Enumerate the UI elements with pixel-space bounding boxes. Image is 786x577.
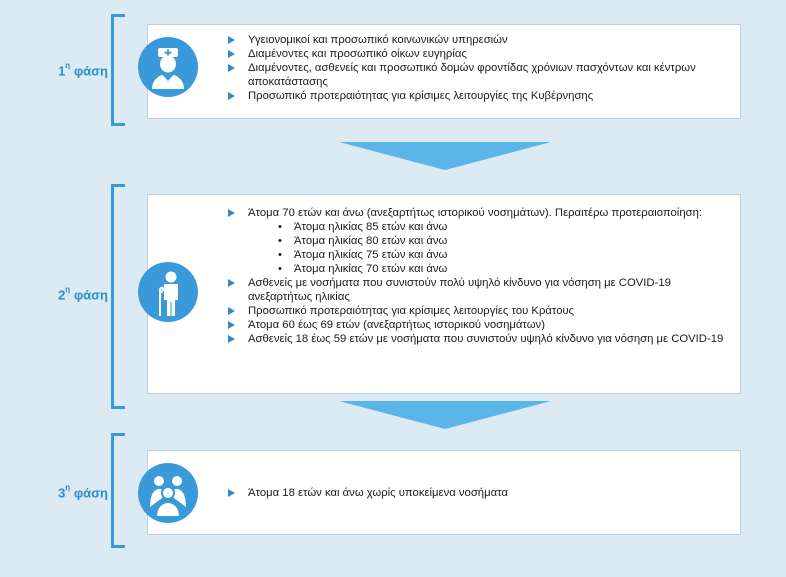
list-item: Άτομα 70 ετών και άνω (ανεξαρτήτως ιστορικού νοσημάτων). Περαιτέρω προτεραιοποίηση: [228,206,733,220]
phase-number: 2 [58,287,66,303]
phase-2-bracket [111,184,125,409]
bullet-triangle-icon [228,279,235,287]
elderly-person-icon [138,262,198,322]
phase-3-bracket [111,433,125,548]
down-arrow-2 [339,401,551,429]
phase-2-list [228,206,733,346]
phase-3-list [228,486,733,500]
down-arrow-1 [339,142,551,170]
bullet-triangle-icon [228,489,235,497]
list-item: Ασθενείς 18 έως 59 ετών με νοσήματα που συνιστούν υψηλό κίνδυνο για νόσηση με COVID-19 [228,332,733,346]
list-item: Προσωπικό προτεραιότητας για κρίσιμες λειτουργίες της Κυβέρνησης [228,89,733,103]
bullet-triangle-icon [228,209,235,217]
sub-list-item: • Άτομα ηλικίας 75 ετών και άνω [228,248,733,262]
bullet-triangle-icon [228,36,235,44]
phase-ordinal: η [65,285,71,294]
list-item: Διαμένοντες και προσωπικό οίκων ευγηρίας [228,47,733,61]
phase-ordinal: η [65,61,71,70]
phase-number: 1 [58,63,66,79]
phase-1-list [228,33,733,103]
phase-word: φάση [73,485,108,501]
list-item: Ασθενείς με νοσήματα που συνιστούν πολύ υψηλό κίνδυνο για νόσηση με COVID-19 ανεξαρτήτως ηλικίας [228,276,733,304]
bullet-triangle-icon [228,335,235,343]
bullet-triangle-icon [228,307,235,315]
phase-1-bracket [111,14,125,126]
bullet-triangle-icon [228,321,235,329]
sub-list-item: • Άτομα ηλικίας 70 ετών και άνω [228,262,733,276]
list-item: Υγειονομικοί και προσωπικό κοινωνικών υπηρεσιών [228,33,733,47]
sub-list-item: • Άτομα ηλικίας 85 ετών και άνω [228,220,733,234]
nurse-icon [138,37,198,97]
phase-word: φάση [73,63,108,79]
phase-number: 3 [58,485,66,501]
list-item: Προσωπικό προτεραιότητας για κρίσιμες λειτουργίες του Κράτους [228,304,733,318]
bullet-triangle-icon [228,64,235,72]
list-item: Άτομα 60 έως 69 ετών (ανεξαρτήτως ιστορικού νοσημάτων) [228,318,733,332]
family-group-icon [138,463,198,523]
phase-word: φάση [73,287,108,303]
sub-list-item: • Άτομα ηλικίας 80 ετών και άνω [228,234,733,248]
bullet-triangle-icon [228,92,235,100]
sub-list [228,220,733,276]
phase-ordinal: η [65,483,71,492]
bullet-triangle-icon [228,50,235,58]
list-item: Διαμένοντες, ασθενείς και προσωπικό δομών φροντίδας χρόνιων πασχόντων και κέντρων αποκατάστασης [228,61,733,89]
list-item: Άτομα 18 ετών και άνω χωρίς υποκείμενα νοσήματα [228,486,733,500]
